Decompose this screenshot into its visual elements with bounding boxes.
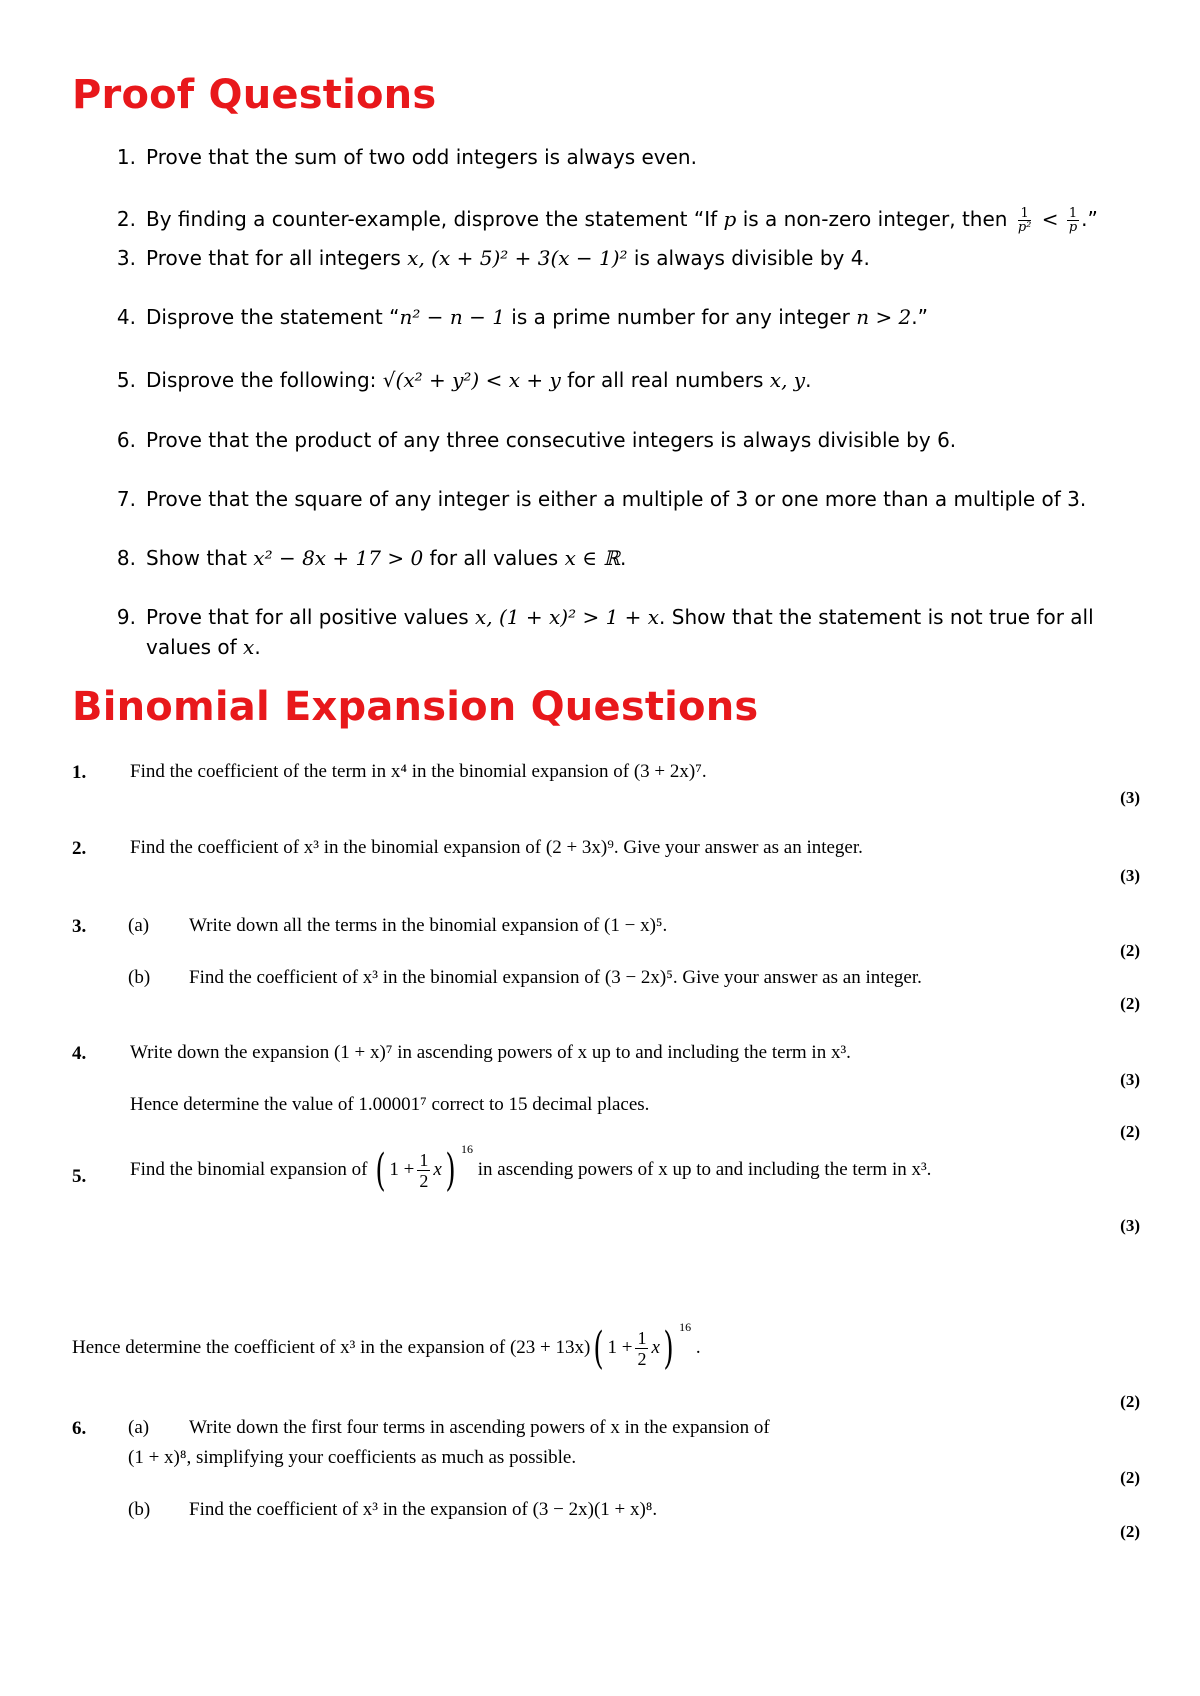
binomial-q4-text2: Hence determine the value of 1.00001⁷ correct to 15 decimal places. xyxy=(130,1094,650,1115)
binomial-q2-text: Find the coefficient of x³ in the binomial expansion of (2 + 3x)⁹. Give your answer as an integer. xyxy=(130,837,863,858)
binomial-heading: Binomial Expansion Questions xyxy=(72,684,759,730)
binomial-q6a-text: Write down the first four terms in ascending powers of x in the expansion of xyxy=(189,1417,770,1438)
binomial-q3b-text: Find the coefficient of x³ in the binomial expansion of (3 − 2x)⁵. Give your answer as an integer. xyxy=(189,967,922,988)
binomial-q5-mark2: (2) xyxy=(1120,1392,1140,1411)
binomial-q5-mark: (3) xyxy=(1120,1216,1140,1235)
binomial-q6a-mark: (2) xyxy=(1120,1468,1140,1487)
binomial-q6-number: 6. xyxy=(72,1418,87,1439)
binomial-q6a-text2: (1 + x)⁸, simplifying your coefficients as much as possible. xyxy=(128,1447,577,1468)
fraction-one-half-2: $\frac{1}{2}$ xyxy=(637,1328,647,1370)
binomial-q1-mark: (3) xyxy=(1120,788,1140,807)
binomial-q2-mark: (3) xyxy=(1120,866,1140,885)
binomial-q1-number: 1. xyxy=(72,762,87,783)
binomial-q3a-label: (a) xyxy=(128,915,150,936)
binomial-q6b-text: Find the coefficient of x³ in the expansion of (3 − 2x)(1 + x)⁸. xyxy=(189,1499,658,1520)
binomial-q2-number: 2. xyxy=(72,838,87,859)
binomial-q4-mark2: (2) xyxy=(1120,1122,1140,1141)
binomial-q3b-mark: (2) xyxy=(1120,994,1140,1013)
fraction-one-over-p-squared: $\frac{1}{\text{p²}}$ xyxy=(1017,206,1032,235)
binomial-q3a-mark: (2) xyxy=(1120,941,1140,960)
binomial-q1-text: Find the coefficient of the term in x⁴ in the binomial expansion of (3 + 2x)⁷. xyxy=(130,761,707,782)
binomial-q3-number: 3. xyxy=(72,916,87,937)
binomial-q5-text: Find the binomial expansion of ( 1 + $\frac{1}{2}$ x) $^{16}$ in ascending powers of x up to and including the term in x³. xyxy=(130,1142,932,1196)
binomial-q6b-mark: (2) xyxy=(1120,1522,1140,1541)
binomial-q3a-text: Write down all the terms in the binomial expansion of (1 − x)⁵. xyxy=(189,915,668,936)
binomial-q4-mark: (3) xyxy=(1120,1070,1140,1089)
fraction-one-over-p: $\frac{1}{p}$ xyxy=(1068,206,1078,235)
binomial-q4-number: 4. xyxy=(72,1043,87,1064)
binomial-q5-number: 5. xyxy=(72,1166,87,1187)
worksheet-page: Proof Questions 1. Prove that the sum of two odd integers is always even. 2. By finding a counter-example, disprove the statement “If p is a non-zero integer, then $\frac{1}{\text{p²}}$ < $\frac{1}{p}$ .” 3. Prove that for all integers x, (x + 5)² + 3(x − 1)² is always divisible by 4. 4. Disprove the statement “n² − n − 1 is a prime number for any integer n > 2.” 5. Disprove the following: √(x² + y²) < x + y for all real numbers x, y. 6. Prove that the product of any three consecutive integers is always divisible by 6. 7. Prove that the square of any integer is either a multiple of 3 or one more than a multiple of 3. 8. Show that x² − 8x + 17 > 0 for all values x ∈ ℝ. 9. Prove that for all positive values x, (1 + x)² > 1 + x. Show that the statement is not true for all values of x. Binomial Expansion Questions 1. Find the coefficient of the term in x⁴ in the binomial expansion of (3 + 2x)⁷. (3) 2. Find the coefficient of x³ in the binomial expansion of (2 + 3x)⁹. Give your answer as an integer. (3) 3. (a) Write down all the terms in the binomial expansion of (1 − x)⁵. (2) (b) Find the coefficient of x³ in the binomial expansion of (3 − 2x)⁵. Give your answer as an integer. (2) 4. Write down the expansion (1 + x)⁷ in ascending powers of x up to and including the term in x³. (3) Hence determine the value of 1.00001⁷ correct to 15 decimal places. (2) 5. Find the binomial expansion of ( 1 + $\frac{1}{2}$ x) $^{16}$ in ascending powers of x up to and including the term in x³. (3) Hence determine the coefficient of x³ in the expansion of (23 + 13x)( 1 + $\frac{1}{2}$ x) $^{16}$ . (2) 6. (a) Write down the first four terms in ascending powers of x in the expansion of (1 + x)⁸, simplifying your coefficients as much as possible. (2) (b) Find the coefficient of x³ in the expansion of (3 − 2x)(1 + x)⁸. (2) xyxy=(72,72,1140,1541)
binomial-q4-text: Write down the expansion (1 + x)⁷ in ascending powers of x up to and including the term in x³. xyxy=(130,1042,851,1063)
binomial-q6a-label: (a) xyxy=(128,1417,150,1438)
binomial-q3b-label: (b) xyxy=(128,967,151,988)
fraction-one-half: $\frac{1}{2}$ xyxy=(419,1150,429,1192)
proof-heading: Proof Questions xyxy=(72,72,437,118)
binomial-q6b-label: (b) xyxy=(128,1499,151,1520)
binomial-q5-hence-text: Hence determine the coefficient of x³ in the expansion of (23 + 13x)( 1 + $\frac{1}{2}$ x) $^{16}$ . xyxy=(72,1320,701,1374)
